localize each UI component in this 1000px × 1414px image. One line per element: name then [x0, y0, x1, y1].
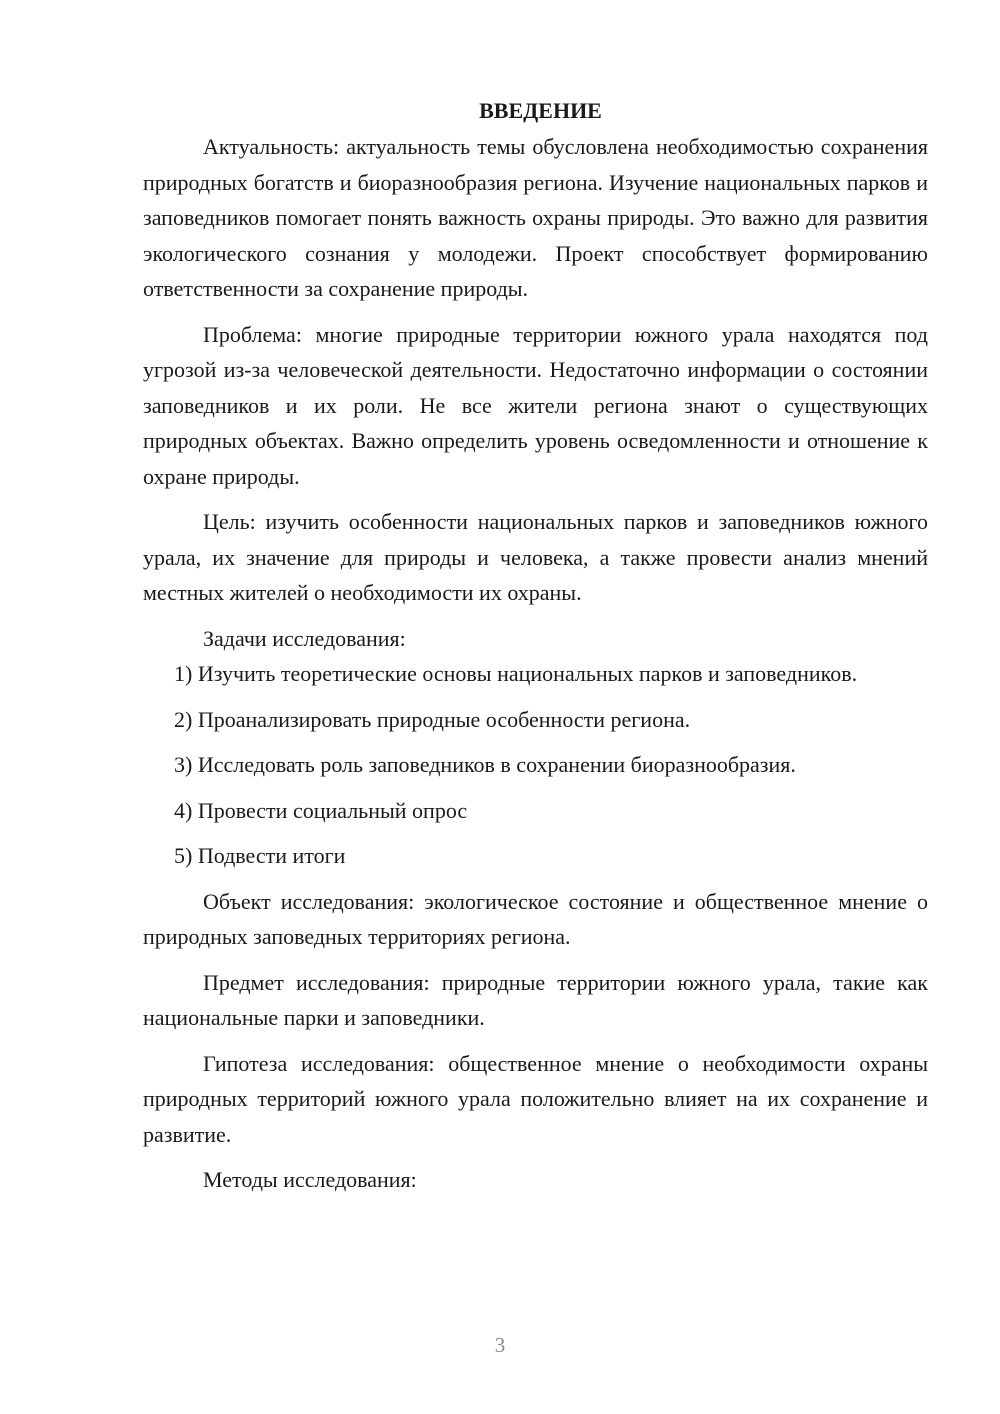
paragraph-object: Объект исследования: экологическое состояние и общественное мнение о природных заповедных территориях региона.	[143, 888, 928, 949]
section-heading: ВВЕДЕНИЕ	[479, 98, 602, 123]
paragraph-methods: Методы исследования:	[203, 1167, 417, 1192]
paragraph-goal: Цель: изучить особенности национальных парков и заповедников южного урала, их значение для природы и человека, а также провести анализ мнений местных жителей о необходимости их охраны.	[143, 509, 928, 605]
task-item-4: 4) Провести социальный опрос	[174, 797, 468, 823]
task-item-3: 3) Исследовать роль заповедников в сохранении биоразнообразия.	[174, 752, 796, 777]
paragraph-problem: Проблема: многие природные территории южного урала находятся под угрозой из-за человеческой деятельности. Недостаточно информации о состоянии заповедников и их роли. Не все жители региона знают о существующих природных объектах. Важно определить уровень осведомленности и отношение к охране природы.	[143, 321, 928, 489]
task-item-2: 2) Проанализировать природные особенности региона.	[174, 706, 691, 732]
paragraph-relevance: Актуальность: актуальность темы обусловлена необходимостью сохранения природных богатств и биоразнообразия региона. Изучение национальных парков и заповедников помогает понять важность охраны природы. Это важно для развития экологического сознания у молодежи. Проект способствует формированию ответственности за сохранение природы.	[143, 134, 928, 301]
page-content	[143, 93, 928, 1198]
paragraph-subject: Предмет исследования: природные территории южного урала, такие как национальные парки и заповедники.	[143, 969, 928, 1030]
task-item-5: 5) Подвести итоги	[174, 843, 346, 868]
paragraph-hypothesis: Гипотеза исследования: общественное мнение о необходимости охраны природных территорий южного урала положительно влияет на их сохранение и развитие.	[143, 1050, 928, 1147]
paragraph-tasks-heading: Задачи исследования:	[203, 625, 406, 651]
page-number: 3	[494, 1333, 506, 1357]
task-item-1: 1) Изучить теоретические основы национальных парков и заповедников.	[174, 661, 858, 686]
